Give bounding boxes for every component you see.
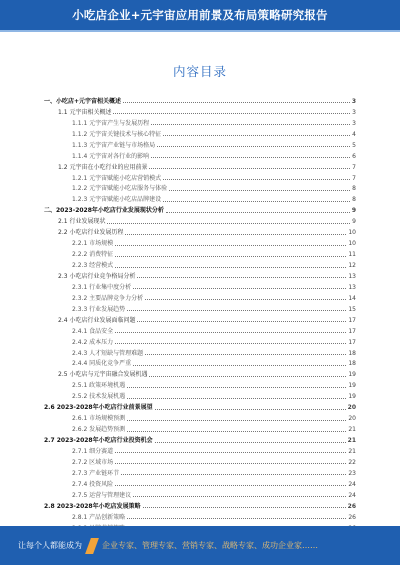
toc-entry-page: 20 xyxy=(348,415,356,423)
toc-entry[interactable] xyxy=(44,247,356,258)
toc-entry-label: 1.1.3 元宇宙产业链与市场格局 xyxy=(72,141,156,149)
toc-leader-dots xyxy=(163,201,350,202)
toc-entry-page: 13 xyxy=(348,272,356,280)
toc-entry-page: 23 xyxy=(348,469,356,477)
toc-entry[interactable] xyxy=(44,411,356,422)
toc-entry[interactable] xyxy=(44,138,356,149)
toc-leader-dots xyxy=(157,146,350,147)
toc-entry-label: 2.2.2 消费特征 xyxy=(72,251,114,259)
toc-entry-page: 8 xyxy=(352,196,356,204)
toc-entry[interactable] xyxy=(44,214,356,225)
toc-entry-label: 2.6.1 市场规模预测 xyxy=(72,415,126,423)
toc-leader-dots xyxy=(137,277,346,278)
toc-entry[interactable] xyxy=(44,236,356,247)
toc-entry-page: 5 xyxy=(352,141,356,149)
toc-leader-dots xyxy=(123,102,350,103)
toc-entry-label: 1.2.2 元宇宙赋能小吃店服务与体验 xyxy=(72,185,168,193)
toc-leader-dots xyxy=(151,124,350,125)
toc-entry-label: 2.3.3 行业发展趋势 xyxy=(72,305,126,313)
toc-entry-label: 一、小吃店+元宇宙相关概述 xyxy=(44,97,122,105)
toc-leader-dots xyxy=(127,431,346,432)
toc-entry-page: 15 xyxy=(348,305,356,313)
toc-entry[interactable] xyxy=(44,466,356,477)
toc-entry-label: 2.3 小吃店行业竞争格局分析 xyxy=(58,272,136,280)
toc-entry[interactable] xyxy=(44,291,356,302)
toc-entry-page: 6 xyxy=(352,152,356,160)
toc-entry-page: 24 xyxy=(348,480,356,488)
toc-entry-label: 2.4 小吃店行业发展面临问题 xyxy=(58,316,136,324)
toc-entry-page: 10 xyxy=(348,229,356,237)
toc-entry-page: 21 xyxy=(348,426,356,434)
toc-entry-page: 19 xyxy=(348,371,356,379)
toc-leader-dots xyxy=(149,168,350,169)
toc-entry[interactable] xyxy=(44,225,356,236)
toc-entry-label: 2.5 小吃店与元宇宙融合发展机遇 xyxy=(58,371,148,379)
toc-leader-dots xyxy=(125,234,346,235)
toc-leader-dots xyxy=(127,420,346,421)
toc-entry[interactable] xyxy=(44,477,356,488)
toc-entry[interactable] xyxy=(44,280,356,291)
table-of-contents xyxy=(44,94,356,532)
header-divider xyxy=(0,30,400,32)
toc-entry-page: 3 xyxy=(352,108,356,116)
toc-entry[interactable] xyxy=(44,116,356,127)
toc-leader-dots xyxy=(115,463,346,464)
toc-entry-label: 1.1.1 元宇宙产生与发展历程 xyxy=(72,119,150,127)
toc-title: 内容目录 xyxy=(172,64,227,79)
toc-entry[interactable] xyxy=(44,510,356,521)
toc-entry[interactable] xyxy=(44,302,356,313)
toc-leader-dots xyxy=(155,442,346,443)
toc-entry[interactable] xyxy=(44,444,356,455)
toc-entry[interactable] xyxy=(44,269,356,280)
toc-entry-page: 18 xyxy=(348,349,356,357)
toc-leader-dots xyxy=(115,343,346,344)
toc-entry-page: 12 xyxy=(348,262,356,269)
toc-leader-dots xyxy=(151,157,350,158)
toc-entry[interactable] xyxy=(44,488,356,499)
toc-leader-dots xyxy=(113,113,350,114)
toc-leader-dots xyxy=(127,310,346,311)
toc-entry-label: 2.5.1 政策环境机遇 xyxy=(72,382,126,390)
toc-entry-page: 7 xyxy=(352,174,356,182)
toc-entry[interactable] xyxy=(44,94,356,105)
toc-entry-page: 21 xyxy=(347,437,356,444)
report-header xyxy=(0,0,400,30)
toc-entry-label: 1.1 元宇宙相关概述 xyxy=(58,108,112,116)
toc-entry-label: 2.5.2 技术发展机遇 xyxy=(72,393,126,401)
toc-leader-dots xyxy=(145,354,346,355)
toc-entry[interactable] xyxy=(44,203,356,214)
toc-entry-label: 2.7.4 投资风险 xyxy=(72,480,114,488)
toc-entry-page: 3 xyxy=(352,119,356,127)
toc-entry-page: 20 xyxy=(347,404,356,412)
toc-entry-label: 2.2.1 市场规模 xyxy=(72,240,114,248)
toc-leader-dots xyxy=(155,409,346,410)
toc-entry-page: 19 xyxy=(348,393,356,401)
toc-entry-page: 7 xyxy=(352,163,356,171)
toc-leader-dots xyxy=(137,321,346,322)
toc-entry-label: 1.1.2 元宇宙关键技术与核心特征 xyxy=(72,130,162,138)
toc-entry-label: 2.6 2023-2028年小吃店行业前景展望 xyxy=(44,404,153,412)
toc-leader-dots xyxy=(166,212,350,213)
toc-entry[interactable] xyxy=(44,346,356,357)
toc-entry[interactable] xyxy=(44,378,356,389)
toc-entry-page: 17 xyxy=(348,316,356,324)
toc-entry-label: 2.4.3 人才短缺与管理难题 xyxy=(72,349,144,357)
toc-entry[interactable] xyxy=(44,499,356,510)
toc-entry-label: 2.2 小吃店行业发展历程 xyxy=(58,229,124,237)
toc-entry-page: 19 xyxy=(348,382,356,390)
toc-entry-label: 1.1.4 元宇宙对各行业的影响 xyxy=(72,152,150,160)
toc-leader-dots xyxy=(149,376,346,377)
toc-leader-dots xyxy=(127,398,346,399)
toc-entry[interactable] xyxy=(44,149,356,160)
toc-entry-label: 2.7.3 产业链环节 xyxy=(72,469,120,477)
toc-entry-page: 18 xyxy=(348,360,356,368)
toc-entry-label: 2.8.1 产品创新策略 xyxy=(72,513,126,521)
toc-entry-page: 14 xyxy=(348,294,356,302)
toc-leader-dots xyxy=(143,507,346,508)
toc-entry-page: 9 xyxy=(352,218,356,226)
toc-entry[interactable] xyxy=(44,335,356,346)
toc-leader-dots xyxy=(115,256,346,257)
toc-entry[interactable] xyxy=(44,160,356,171)
toc-entry-label: 2.1 行业发展现状 xyxy=(58,218,106,226)
toc-entry[interactable] xyxy=(44,182,356,193)
toc-leader-dots xyxy=(107,223,350,224)
toc-entry[interactable] xyxy=(44,313,356,324)
toc-entry-label: 1.2.1 元宇宙赋能小吃店营销模式 xyxy=(72,174,162,182)
toc-leader-dots xyxy=(127,518,346,519)
toc-leader-dots xyxy=(121,474,346,475)
toc-entry-label: 2.4.4 同质化竞争严重 xyxy=(72,360,132,368)
footer-slash-mark xyxy=(85,538,99,554)
toc-entry-label: 2.7 2023-2028年小吃店行业投资机会 xyxy=(44,437,153,444)
toc-entry-label: 2.3.2 主要品牌竞争力分析 xyxy=(72,294,144,302)
toc-entry-label: 2.2.3 经营模式 xyxy=(72,262,114,269)
report-title: 小吃店企业+元宇宙应用前景及布局策略研究报告 xyxy=(72,8,328,22)
toc-leader-dots xyxy=(115,332,346,333)
toc-entry-page: 22 xyxy=(348,458,356,466)
toc-entry-label: 2.7.1 细分赛道 xyxy=(72,447,114,455)
toc-leader-dots xyxy=(133,365,346,366)
toc-entry[interactable] xyxy=(44,422,356,433)
toc-entry[interactable] xyxy=(44,400,356,411)
toc-entry-label: 1.2.3 元宇宙赋能小吃店品牌建设 xyxy=(72,196,162,204)
toc-entry-page: 13 xyxy=(348,283,356,291)
toc-leader-dots xyxy=(169,190,350,191)
toc-leader-dots xyxy=(127,387,346,388)
toc-entry-label: 2.4.1 食品安全 xyxy=(72,327,114,335)
toc-leader-dots xyxy=(115,485,346,486)
toc-leader-dots xyxy=(133,288,346,289)
toc-entry-label: 2.3.1 行业集中度分析 xyxy=(72,283,132,291)
toc-entry[interactable] xyxy=(44,367,356,378)
toc-entry[interactable] xyxy=(44,127,356,138)
toc-leader-dots xyxy=(163,179,350,180)
toc-entry[interactable] xyxy=(44,324,356,335)
toc-leader-dots xyxy=(163,135,350,136)
toc-entry-page: 26 xyxy=(347,502,356,510)
toc-leader-dots xyxy=(133,496,346,497)
toc-entry-label: 2.7.2 区域市场 xyxy=(72,458,114,466)
toc-leader-dots xyxy=(115,245,346,246)
toc-entry-label: 2.7.5 运营与管理建议 xyxy=(72,491,132,499)
toc-entry[interactable] xyxy=(44,357,356,368)
toc-entry-page: 21 xyxy=(348,447,356,455)
toc-leader-dots xyxy=(115,452,346,453)
toc-entry-page: 11 xyxy=(348,251,356,259)
toc-entry[interactable] xyxy=(44,433,356,444)
toc-entry-page: 8 xyxy=(352,185,356,193)
toc-entry-page: 17 xyxy=(348,338,356,346)
footer-tail-text: 企业专家、管理专家、营销专家、战略专家、成功企业家…… xyxy=(102,541,318,550)
toc-entry-page: 24 xyxy=(348,491,356,499)
toc-entry-label: 2.8 2023-2028年小吃店发展策略 xyxy=(44,502,141,510)
toc-entry[interactable] xyxy=(44,258,356,269)
toc-entry[interactable] xyxy=(44,455,356,466)
toc-entry-page: 3 xyxy=(351,97,356,105)
toc-entry[interactable] xyxy=(44,171,356,182)
toc-leader-dots xyxy=(115,267,346,268)
toc-entry-label: 二、2023-2028年小吃店行业发展现状分析 xyxy=(44,207,164,215)
toc-leader-dots xyxy=(145,299,346,300)
toc-entry-label: 2.6.2 发展趋势预测 xyxy=(72,426,126,434)
toc-entry-label: 1.2 元宇宙在小吃行业的应用前景 xyxy=(58,163,148,171)
toc-entry[interactable] xyxy=(44,105,356,116)
toc-entry[interactable] xyxy=(44,389,356,400)
report-footer xyxy=(0,526,400,565)
toc-entry-page: 4 xyxy=(352,130,356,138)
toc-entry-page: 17 xyxy=(348,327,356,335)
footer-lead-text: 让每个人都能成为 xyxy=(18,541,82,550)
toc-entry-page: 26 xyxy=(348,513,356,521)
toc-entry-label: 2.4.2 成本压力 xyxy=(72,338,114,346)
toc-entry[interactable] xyxy=(44,192,356,203)
toc-entry-page: 9 xyxy=(351,207,356,215)
toc-entry-page: 10 xyxy=(348,240,356,248)
